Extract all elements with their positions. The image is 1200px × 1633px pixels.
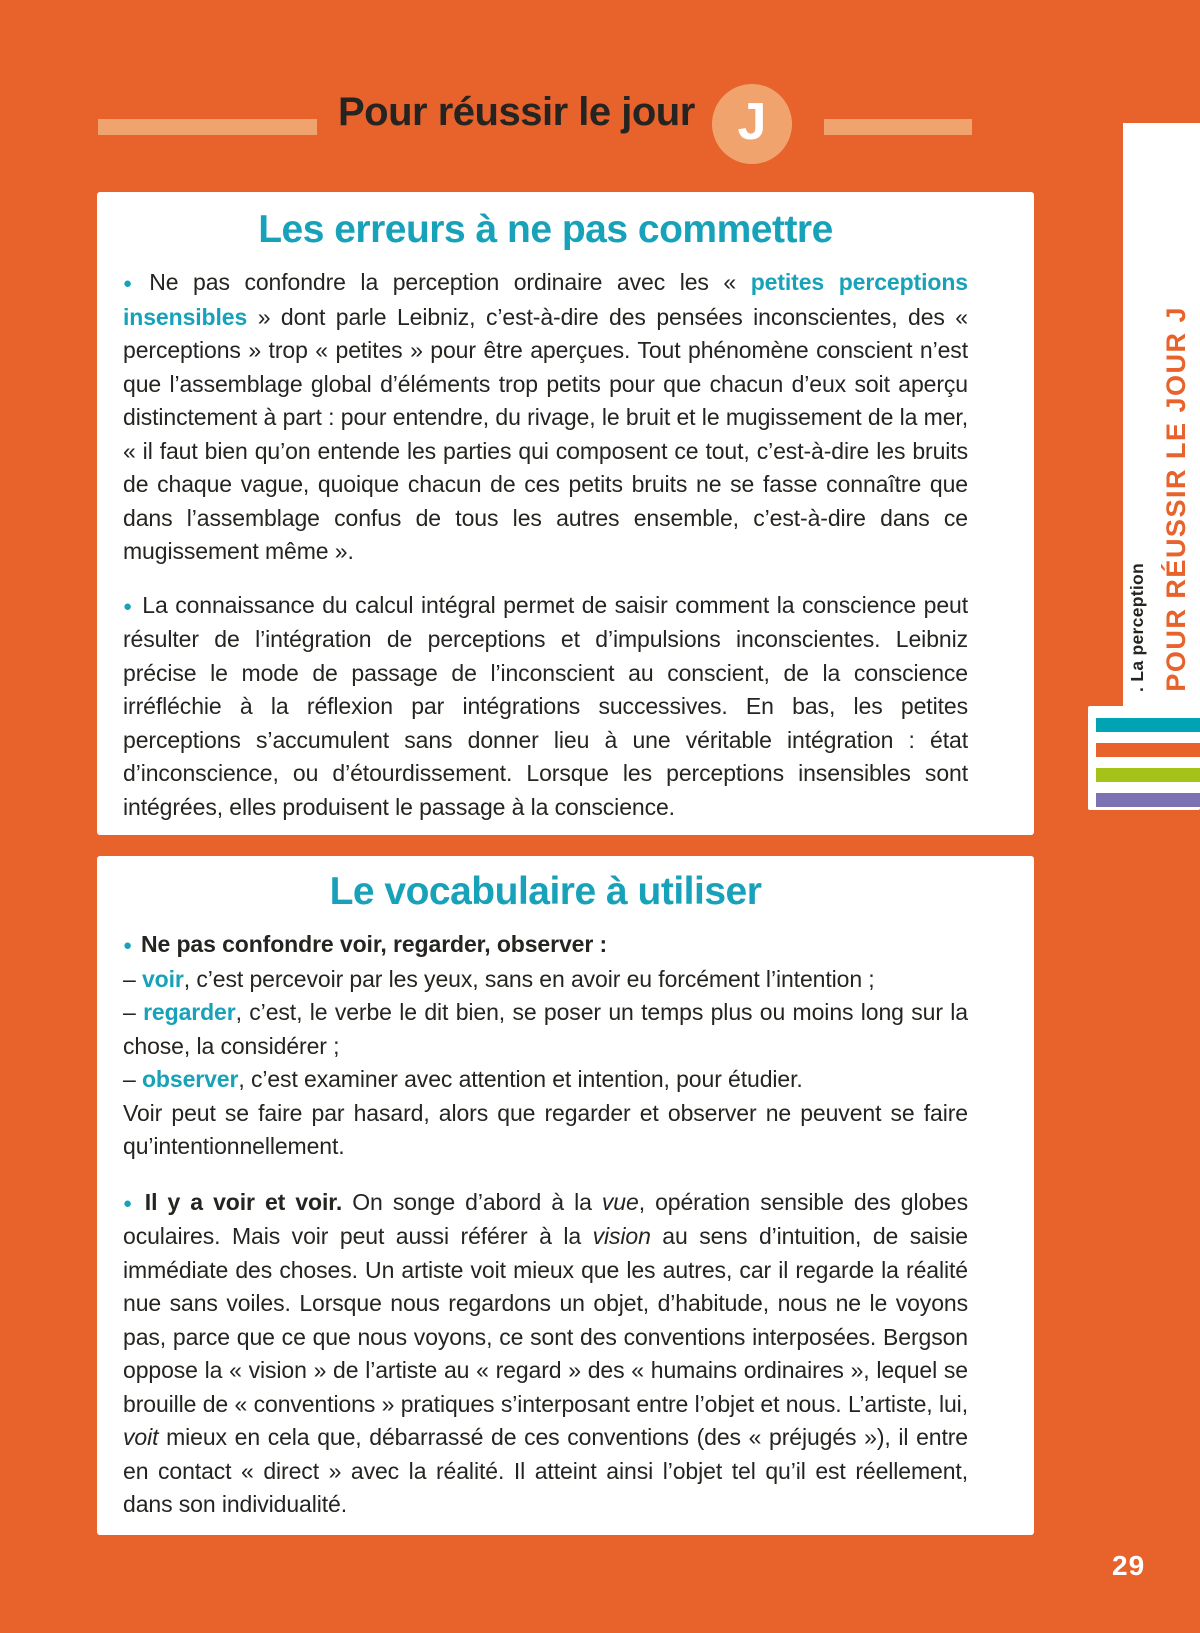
jour-j-badge-letter: J [737, 93, 767, 151]
index-bar-green [1096, 768, 1200, 782]
page-number: 29 [1112, 1550, 1146, 1581]
paragraph: – voir, c’est percevoir par les yeux, sans en avoir eu forcément l’intention ; [123, 965, 875, 992]
box-errors [97, 192, 1034, 835]
page-title: Pour réussir le jour [338, 90, 695, 134]
box-vocabulary [97, 856, 1034, 1535]
jour-j-badge [712, 84, 792, 164]
paragraph: ● Il y a voir et voir. On songe d’abord à la vue, opération sensible des globes oculaires. Mais voir peut aussi référer à la vision au sens d’intuition, de saisie immédiate des choses. Un artiste voit mieux que les autres, car il regarde la réalité nue sans voiles. Lorsque nous regardons un objet, d’habitude, nous ne le voyons pas, parce que ce que nous voyons, ce sont des conventions interposées. Bergson oppose la « vision » de l’artiste au « regard » des « humains ordinaires », lequel se brouille de « conventions » pratiques s’interposant entre l’objet et nous. L’artiste, lui, voit mieux en cela que, débarrassé de ces conventions (des « préjugés »), il entre en contact « direct » avec la réalité. Il atteint ainsi l’objet tel qu’il est réellement, dans son individualité. [123, 1188, 968, 1517]
box-vocabulary-title: Le vocabulaire à utiliser [329, 870, 762, 913]
sidebar-vertical-title: POUR RÉUSSIR LE JOUR J [1161, 306, 1191, 692]
sidebar-strip [1123, 123, 1200, 712]
index-bar-teal [1096, 718, 1200, 732]
paragraph: ● La connaissance du calcul intégral permet de saisir comment la conscience peut résulter de l’intégration de perceptions et d’impulsions inconscientes. Leibniz précise le mode de passage de l’inconscient au conscient, de la conscience irréfléchie à la réflexion par intégrations successives. En bas, les petites perceptions s’accumulent sans donner lieu à une véritable intégration : état d’inconscience, ou d’étourdissement. Lorsque les perceptions insensibles sont intégrées, elles produisent le passage à la conscience. [123, 591, 968, 820]
paragraph: – regarder, c’est, le verbe le dit bien, se poser un temps plus ou moins long sur la chose, la considérer ; [123, 999, 968, 1059]
header-left-bar [98, 119, 317, 135]
color-index-bars [1088, 706, 1200, 810]
paragraph: ● Ne pas confondre la perception ordinaire avec les « petites perceptions insensibles » dont parle Leibniz, c’est-à-dire des pensées inconscientes, des « perceptions » trop « petites » pour être aperçues. Tout phénomène conscient n’est que l’assemblage global d’éléments trop petits pour que chacun d’eux soit aperçu distinctement à part : pour entendre, du rivage, le bruit et le mugissement de la mer, « il faut bien qu’on entende les parties qui composent ce tout, c’est-à-dire les bruits de chaque vague, quoique chacun de ces petits bruits ne se fasse connaître que dans l’assemblage confus de tous les autres ensemble, c’est-à-dire dans ce mugissement même ». [123, 269, 968, 564]
box-errors-title: Les erreurs à ne pas commettre [258, 208, 833, 251]
paragraph: ● Ne pas confondre voir, regarder, observer : [123, 931, 608, 957]
header-right-bar [824, 119, 972, 135]
index-bar-purple [1096, 793, 1200, 807]
sidebar-chapter-label: . La perception [1127, 563, 1147, 692]
paragraph: – observer, c’est examiner avec attention et intention, pour étudier. [123, 1066, 803, 1092]
index-bar-orange [1096, 743, 1200, 757]
paragraph: Voir peut se faire par hasard, alors que regarder et observer ne peuvent se faire qu’intentionnellement. [123, 1099, 968, 1159]
